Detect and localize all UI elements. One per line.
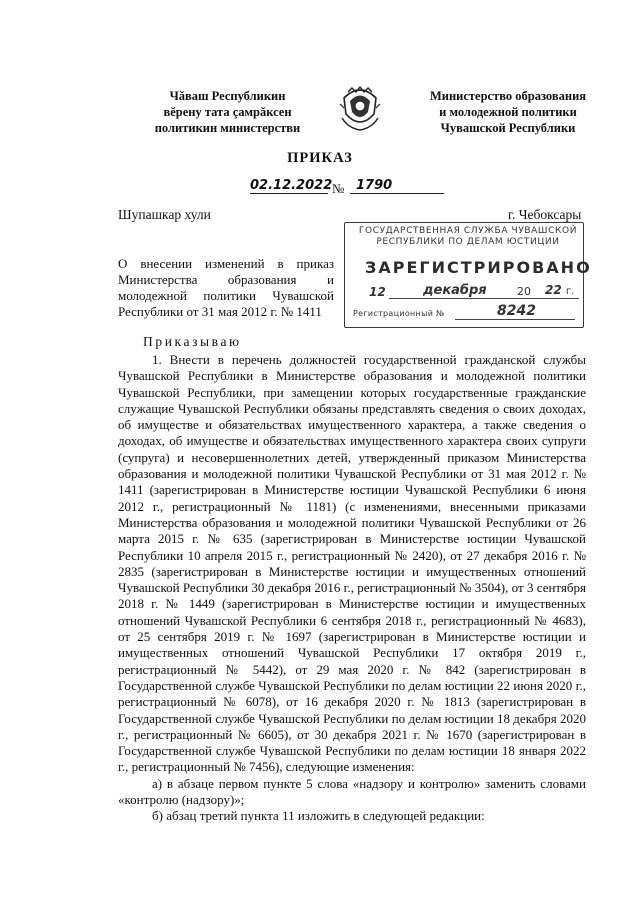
header-left-ministry-chuvash xyxy=(135,88,320,136)
body-paragraph: а) в абзаце первом пункте 5 слова «надзору и контролю» заменить словами «контролю (надзору)»; xyxy=(118,775,586,808)
order-date-handwritten: 02.12.2022 xyxy=(250,178,333,193)
header-right-ministry-russian xyxy=(408,88,608,136)
order-preamble: Приказываю xyxy=(143,334,242,349)
subject-line: Министерства образования и xyxy=(118,272,334,287)
header-right-line: и молодежной политики xyxy=(439,105,577,119)
stamp-reg-label: Регистрационный № xyxy=(353,309,445,318)
header-left-line: политикин министерстви xyxy=(154,121,301,135)
header-right-line: Чувашской Республики xyxy=(440,121,576,135)
subject-line: О внесении изменений в приказ xyxy=(118,256,334,271)
stamp-year-suffix: 22 г. xyxy=(545,283,575,297)
order-subject xyxy=(118,256,334,320)
header-right-line: Министерство образования xyxy=(429,89,587,103)
registration-stamp xyxy=(344,222,592,328)
subject-line: молодежной политики Чувашской xyxy=(118,288,334,303)
city-russian: г. Чебоксары xyxy=(508,207,582,222)
stamp-day: 12 xyxy=(369,285,386,299)
stamp-year-prefix: 20 xyxy=(517,285,531,298)
order-body xyxy=(118,352,586,825)
stamp-organization xyxy=(357,226,579,248)
body-paragraph: б) абзац третий пункта 11 изложить в следующей редакции: xyxy=(152,808,485,824)
stamp-month: декабря xyxy=(423,283,487,298)
order-number-label: № xyxy=(332,181,345,196)
document-title: ПРИКАЗ xyxy=(287,150,353,166)
header-left-line: Чăваш Республикин xyxy=(169,89,286,103)
header-left-line: вĕрену тата çамрăксен xyxy=(163,105,292,119)
order-number-handwritten: 1790 xyxy=(350,178,444,194)
subject-line: Республики от 31 мая 2012 г. № 1411 xyxy=(118,304,322,319)
coat-of-arms-icon xyxy=(338,84,382,132)
stamp-org-line: РЕСПУБЛИКИ ПО ДЕЛАМ ЮСТИЦИИ xyxy=(376,237,560,247)
stamp-date-underline xyxy=(389,298,579,299)
stamp-org-line: ГОСУДАРСТВЕННАЯ СЛУЖБА ЧУВАШСКОЙ xyxy=(358,226,578,236)
stamp-reg-underline xyxy=(455,319,575,320)
stamp-reg-number: 8242 xyxy=(497,303,536,319)
city-chuvash: Шупашкар хули xyxy=(118,207,211,222)
stamp-status: ЗАРЕГИСТРИРОВАНО xyxy=(365,258,592,277)
body-paragraph: 1. Внести в перечень должностей государственной гражданской службы Чувашской Республики в Министерстве образования и молодежной политики Чувашской Республики, при замещении которых государственные гражданские служащие Чувашской Республики обязаны представлять сведения о своих доходах, об имуществе и обязательствах имущественного характера, а также сведения о доходах, об имуществе и обязательствах имущественного характера своих супруги (супруга) и несовершеннолетних детей, утвержденный приказом Министерства образования и молодежной политики Чувашской Республики от 31 мая 2012 г. № 1411 (зарегистрирован в Министерстве юстиции Чувашской Республики 6 июня 2012 г., регистрационный № 1181) (с изменениями, внесенными приказами Министерства образования и молодежной политики Чувашской Республики от 26 марта 2015 г. № 635 (зарегистрирован в Министерстве юстиции Чувашской Республики 10 апреля 2015 г., регистрационный № 2420), от 27 декабря 2016 г. № 2835 (зарегистрирован в Министерстве юстиции и имущественных отношений Чувашской Республики 30 декабря 2016 г., регистрационный № 3504), от 3 сентября 2018 г. № 1449 (зарегистрирован в Министерстве юстиции и имущественных отношений Чувашской Республики 6 сентября 2018 г., регистрационный № 4683), от 25 сентября 2019 г. № 1697 (зарегистрирован в Министерстве юстиции и имущественных отношений Чувашской Республики 17 октября 2019 г., регистрационный № 5442), от 29 мая 2020 г. № 842 (зарегистрирован в Государственной службе Чувашской Республики по делам юстиции 22 июня 2020 г., регистрационный № 6078), от 16 декабря 2020 г. № 1813 (зарегистрирован в Государственной службе Чувашской Республики по делам юстиции 18 декабря 2020 г., регистрационный № 6605), от 30 декабря 2021 г. № 1670 (зарегистрирован в Государственной службе Чувашской Республики по делам юстиции 18 января 2022 г., регистрационный № 7456), следующие изменения: xyxy=(118,352,586,775)
